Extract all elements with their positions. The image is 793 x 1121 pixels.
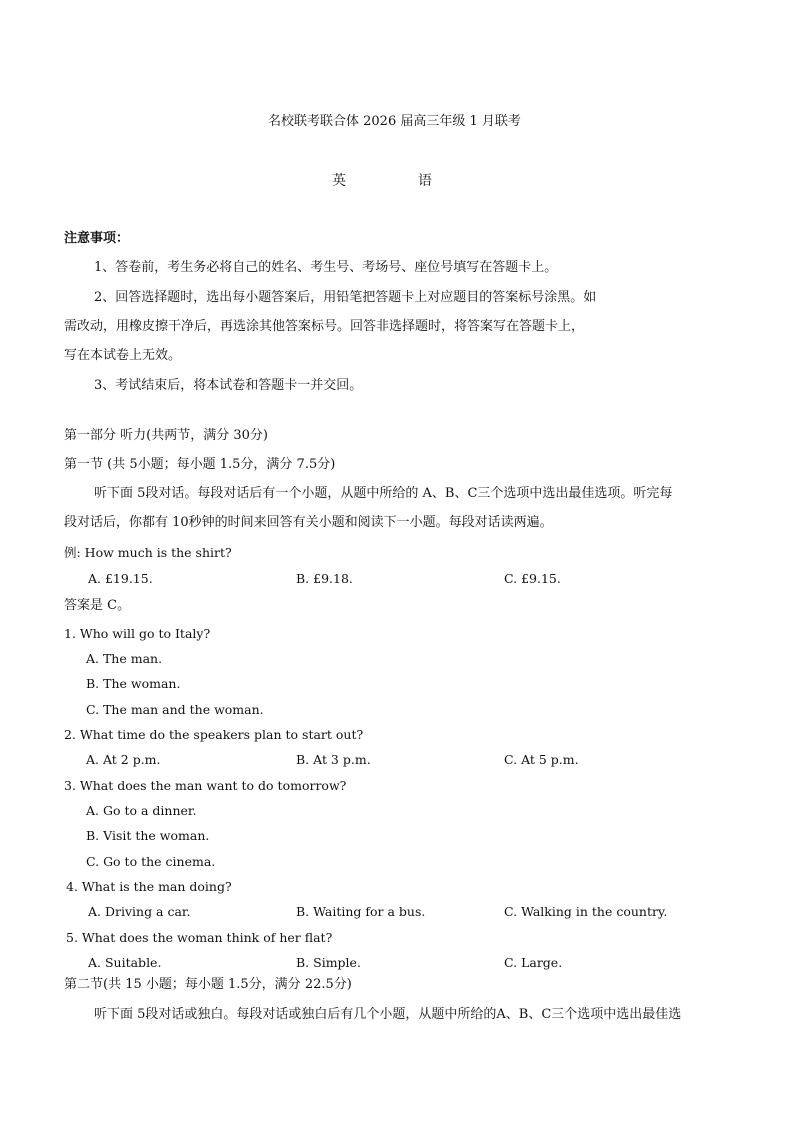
q2-option-c: C. At 5 p.m. <box>504 752 579 767</box>
q1-question: 1. Who will go to Italy? <box>64 626 211 641</box>
q2-option-a: A. At 2 p.m. <box>86 752 161 767</box>
q5-option-a: A. Suitable. <box>88 955 162 970</box>
q3-option-a: A. Go to a dinner. <box>86 803 197 818</box>
q4-question: 4. What is the man doing? <box>66 879 232 894</box>
subject-char-right: 语 <box>418 173 432 189</box>
q2-question: 2. What time do the speakers plan to start out? <box>64 727 364 742</box>
subject-char-left: 英 <box>332 173 346 189</box>
notice-heading: 注意事项： <box>64 231 130 246</box>
q2-option-b: B. At 3 p.m. <box>296 752 371 767</box>
q1-option-c: C. The man and the woman. <box>86 702 264 717</box>
section1-instruction-line-2: 段对话后，你都有 10秒钟的时间来回答有关小题和阅读下一小题。每段对话读两遍。 <box>64 515 553 530</box>
q4-option-c: C. Walking in the country. <box>504 904 668 919</box>
notice-item-3: 3、考试结束后，将本试卷和答题卡一并交回。 <box>94 378 363 393</box>
example-option-c: C. £9.15. <box>504 571 561 586</box>
q4-option-a: A. Driving a car. <box>88 904 191 919</box>
example-answer: 答案是 C。 <box>64 598 131 613</box>
q3-option-c: C. Go to the cinema. <box>86 854 216 869</box>
notice-item-1: 1、答卷前，考生务必将自己的姓名、考生号、考场号、座位号填写在答题卡上。 <box>94 260 558 275</box>
q5-option-c: C. Large. <box>504 955 563 970</box>
q3-option-b: B. Visit the woman. <box>86 828 210 843</box>
q1-option-b: B. The woman. <box>86 676 181 691</box>
q1-option-a: A. The man. <box>86 651 163 666</box>
q5-question: 5. What does the woman think of her flat? <box>66 930 333 945</box>
q4-option-b: B. Waiting for a bus. <box>296 904 426 919</box>
exam-title: 名校联考联合体 2026 届高三年级 1 月联考 <box>268 114 521 129</box>
notice-item-2-line-1: 2、回答选择题时，选出每小题答案后，用铅笔把答题卡上对应题目的答案标号涂黑。如 <box>94 290 597 305</box>
part1-heading: 第一部分 听力(共两节，满分 30分) <box>64 428 268 443</box>
section2-heading: 第二节(共 15 小题；每小题 1.5分，满分 22.5分) <box>64 977 352 992</box>
example-option-b: B. £9.18. <box>296 571 353 586</box>
example-question: 例: How much is the shirt? <box>64 545 232 560</box>
q5-option-b: B. Simple. <box>296 955 361 970</box>
section2-instruction: 听下面 5段对话或独白。每段对话或独白后有几个小题，从题中所给的A、B、C三个选项中选出最佳选 <box>94 1007 682 1022</box>
section1-instruction-line-1: 听下面 5段对话。每段对话后有一个小题，从题中所给的 A、B、C三个选项中选出最佳选项。听完每 <box>94 486 673 501</box>
example-option-a: A. £19.15. <box>88 571 153 586</box>
q3-question: 3. What does the man want to do tomorrow? <box>64 778 347 793</box>
section1-heading: 第一节 (共 5小题；每小题 1.5分，满分 7.5分) <box>64 457 336 472</box>
notice-item-2-line-3: 写在本试卷上无效。 <box>64 348 182 363</box>
notice-item-2-line-2: 需改动，用橡皮擦干净后，再选涂其他答案标号。回答非选择题时，将答案写在答题卡上， <box>64 319 585 334</box>
